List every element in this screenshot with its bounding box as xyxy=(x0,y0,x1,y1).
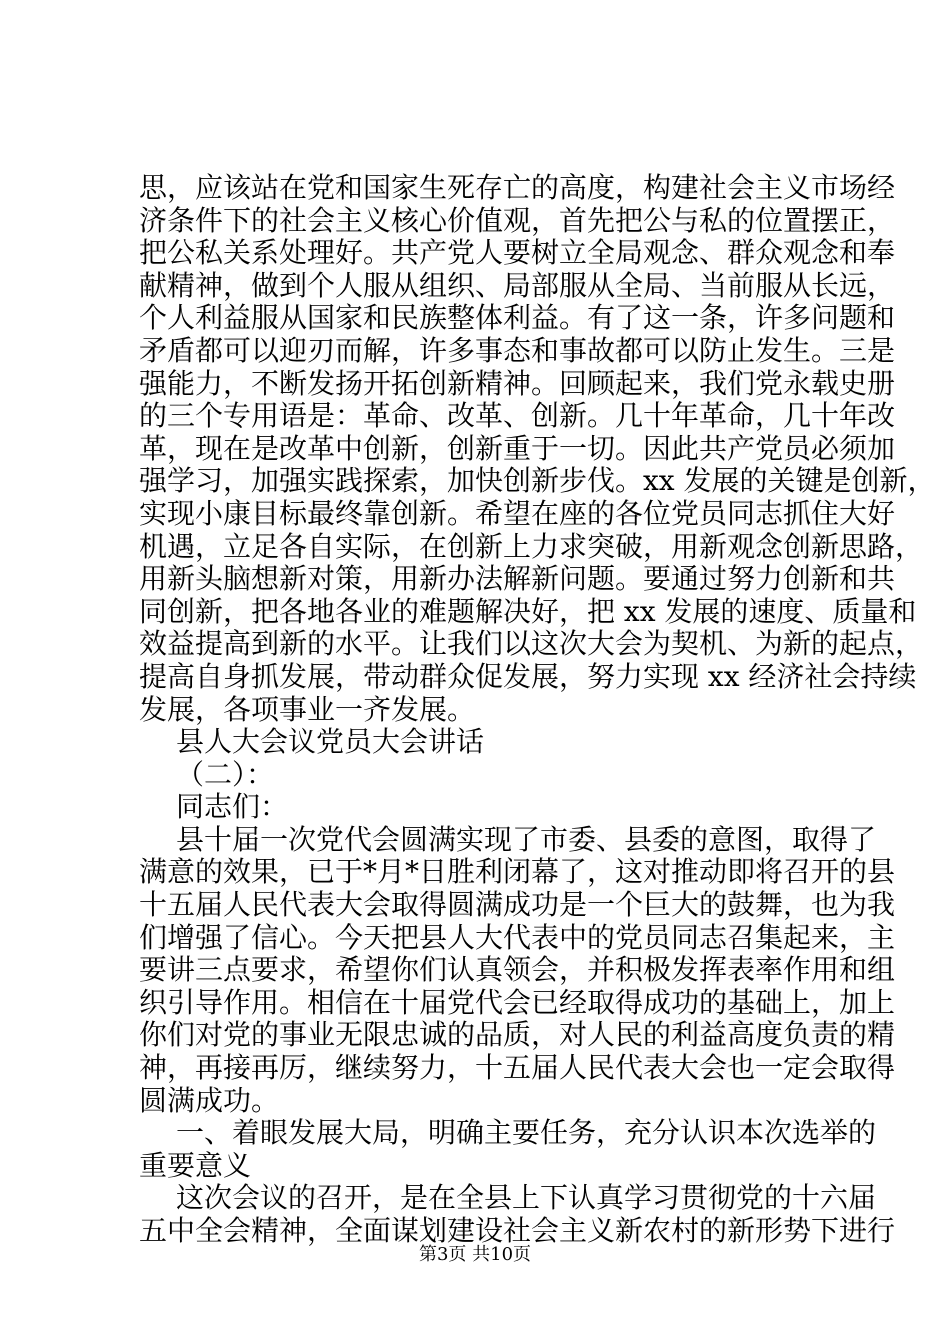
text-line: 机遇，立足各自实际，在创新上力求突破，用新观念创新思路， xyxy=(139,529,924,563)
text-line: 神，再接再厉，继续努力，十五届人民代表大会也一定会取得 xyxy=(139,1051,896,1085)
text-line: 矛盾都可以迎刃而解，许多事态和事故都可以防止发生。三是 xyxy=(139,333,896,367)
page-number-label: 第3页 共10页 xyxy=(418,1244,532,1265)
text-line: 革，现在是改革中创新，创新重于一切。因此共产党员必须加 xyxy=(139,431,896,465)
document-body xyxy=(139,171,936,1248)
text-line: 提高自身抓发展，带动群众促发展，努力实现 xx 经济社会持续 xyxy=(139,659,917,693)
text-line: 把公私关系处理好。共产党人要树立全局观念、群众观念和奉 xyxy=(139,236,896,270)
text-line: 同创新，把各地各业的难题解决好，把 xx 发展的速度、质量和 xyxy=(139,594,917,628)
page-footer xyxy=(0,1240,950,1266)
text-line: 济条件下的社会主义核心价值观，首先把公与私的位置摆正， xyxy=(139,203,896,237)
text-line: 十五届人民代表大会取得圆满成功是一个巨大的鼓舞，也为我 xyxy=(139,888,896,922)
text-line: 用新头脑想新对策，用新办法解新问题。要通过努力创新和共 xyxy=(139,562,896,596)
text-line: 强能力，不断发扬开拓创新精神。回顾起来，我们党永载史册 xyxy=(139,366,896,400)
text-line: 同志们： xyxy=(176,790,289,824)
text-line: 效益提高到新的水平。让我们以这次大会为契机、为新的起点， xyxy=(139,627,924,661)
text-line: 县十届一次党代会圆满实现了市委、县委的意图，取得了 xyxy=(176,822,877,856)
text-line: 的三个专用语是：革命、改革、创新。几十年革命，几十年改 xyxy=(139,399,896,433)
text-line: 这次会议的召开，是在全县上下认真学习贯彻党的十六届 xyxy=(176,1181,877,1215)
text-line: 重要意义 xyxy=(139,1148,252,1182)
text-line: 五中全会精神，全面谋划建设社会主义新农村的新形势下进行 xyxy=(139,1214,896,1247)
text-line: 思，应该站在党和国家生死存亡的高度，构建社会主义市场经 xyxy=(139,171,896,204)
text-line: （二）： xyxy=(176,757,275,791)
text-line: 圆满成功。 xyxy=(139,1083,280,1117)
text-line: 强学习，加强实践探索，加快创新步伐。xx 发展的关键是创新， xyxy=(139,464,936,498)
text-line: 献精神，做到个人服从组织、局部服从全局、当前服从长远， xyxy=(139,268,896,302)
text-line: 发展，各项事业一齐发展。 xyxy=(139,692,476,726)
text-line: 一、着眼发展大局，明确主要任务，充分认识本次选举的 xyxy=(176,1116,877,1150)
text-line: 满意的效果，已于*月*日胜利闭幕了，这对推动即将召开的县 xyxy=(139,855,896,889)
text-line: 要讲三点要求，希望你们认真领会，并积极发挥表率作用和组 xyxy=(139,953,896,987)
text-line: 实现小康目标最终靠创新。希望在座的各位党员同志抓住大好 xyxy=(139,496,896,530)
text-line: 县人大会议党员大会讲话 xyxy=(176,725,485,759)
text-line: 织引导作用。相信在十届党代会已经取得成功的基础上，加上 xyxy=(139,985,896,1019)
text-line: 们增强了信心。今天把县人大代表中的党员同志召集起来，主 xyxy=(139,920,896,954)
text-line: 你们对党的事业无限忠诚的品质，对人民的利益高度负责的精 xyxy=(139,1018,896,1052)
text-line: 个人利益服从国家和民族整体利益。有了这一条，许多问题和 xyxy=(139,301,896,335)
